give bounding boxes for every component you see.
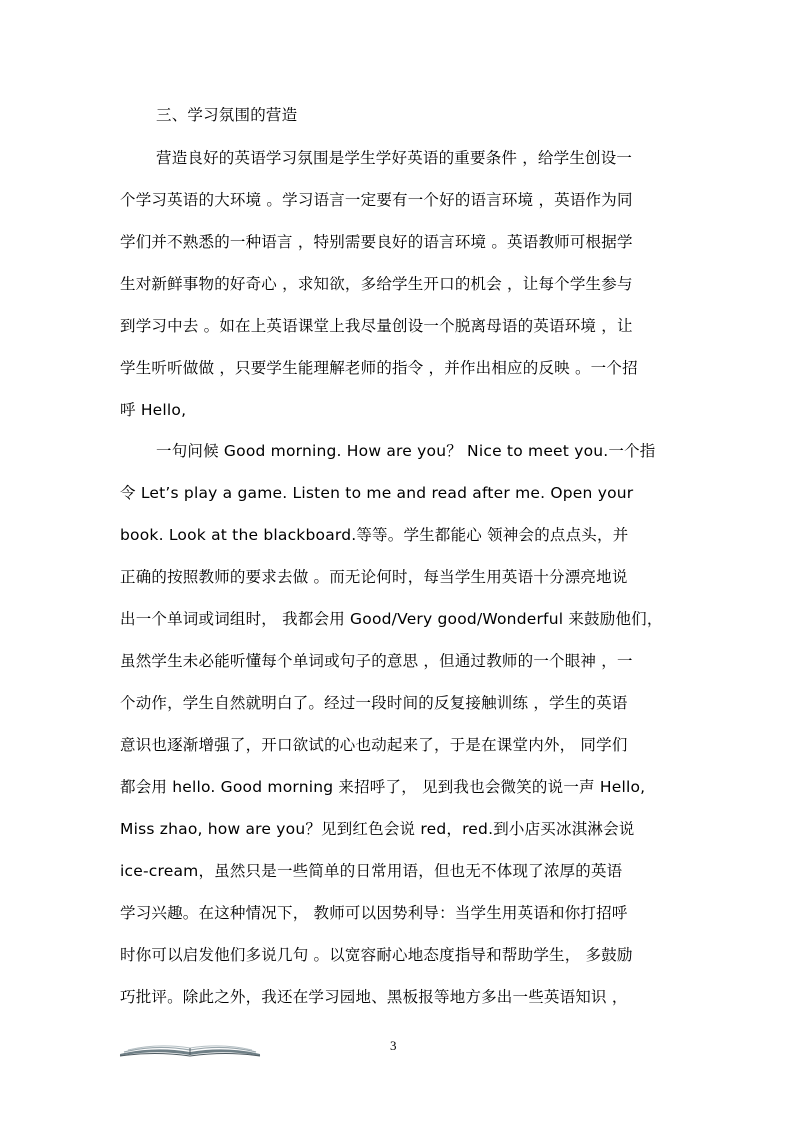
paragraph-line: 意识也逐渐增强了，开口欲试的心也动起来了，于是在课堂内外， 同学们 <box>120 736 628 754</box>
paragraph-line: 营造良好的英语学习氛围是学生学好英语的重要条件 ，给学生创设一 <box>156 149 633 167</box>
open-book-icon <box>118 1040 262 1058</box>
paragraph-line: 到学习中去 。如在上英语课堂上我尽量创设一个脱离母语的英语环境 ，让 <box>120 317 633 335</box>
paragraph-line: 学习兴趣。在这种情况下， 教师可以因势利导：当学生用英语和你打招呼 <box>120 904 628 922</box>
paragraph-line: 巧批评。除此之外，我还在学习园地、黑板报等地方多出一些英语知识 ， <box>120 988 628 1006</box>
paragraph-line: 都会用 hello. Good morning 来招呼了， 见到我也会微笑的说一声 Hello, <box>120 778 646 796</box>
paragraph-line: 虽然学生未必能听懂每个单词或句子的意思 ，但通过教师的一个眼神 ，一 <box>120 652 633 670</box>
paragraph-line: ice-cream，虽然只是一些简单的日常用语，但也无不体现了浓厚的英语 <box>120 862 623 880</box>
paragraph-line: 出一个单词或词组时， 我都会用 Good/Very good/Wonderful 来鼓励他们， <box>120 610 663 628</box>
paragraph-line: book. Look at the blackboard.等等。学生都能心 领神会的点点头，并 <box>120 526 629 544</box>
paragraph-line: 令 Let’s play a game. Listen to me and read after me. Open your <box>120 484 634 502</box>
paragraph-line: 生对新鲜事物的好奇心 ，求知欲，多给学生开口的机会 ，让每个学生参与 <box>120 275 633 293</box>
paragraph-line: 个动作，学生自然就明白了。经过一段时间的反复接触训练 ，学生的英语 <box>120 694 628 712</box>
paragraph-line: Miss zhao, how are you？见到红色会说 red，red.到小店买冰淇淋会说 <box>120 820 635 838</box>
paragraph-line: 学生听听做做 ，只要学生能理解老师的指令 ，并作出相应的反映 。一个招 <box>120 359 638 377</box>
section-heading: 三、学习氛围的营造 <box>156 106 298 124</box>
paragraph-line: 正确的按照教师的要求去做 。而无论何时，每当学生用英语十分漂亮地说 <box>120 568 628 586</box>
paragraph-line: 个学习英语的大环境 。学习语言一定要有一个好的语言环境 ，英语作为同 <box>120 191 633 209</box>
paragraph-line: 时你可以启发他们多说几句 。以宽容耐心地态度指导和帮助学生， 多鼓励 <box>120 946 633 964</box>
paragraph-line: 学们并不熟悉的一种语言 ，特别需要良好的语言环境 。英语教师可根据学 <box>120 233 633 251</box>
paragraph-line: 呼 Hello, <box>120 401 187 419</box>
paragraph-line: 一句问候 Good morning. How are you？ Nice to meet you.一个指 <box>156 442 656 460</box>
page-number: 3 <box>390 1038 397 1053</box>
